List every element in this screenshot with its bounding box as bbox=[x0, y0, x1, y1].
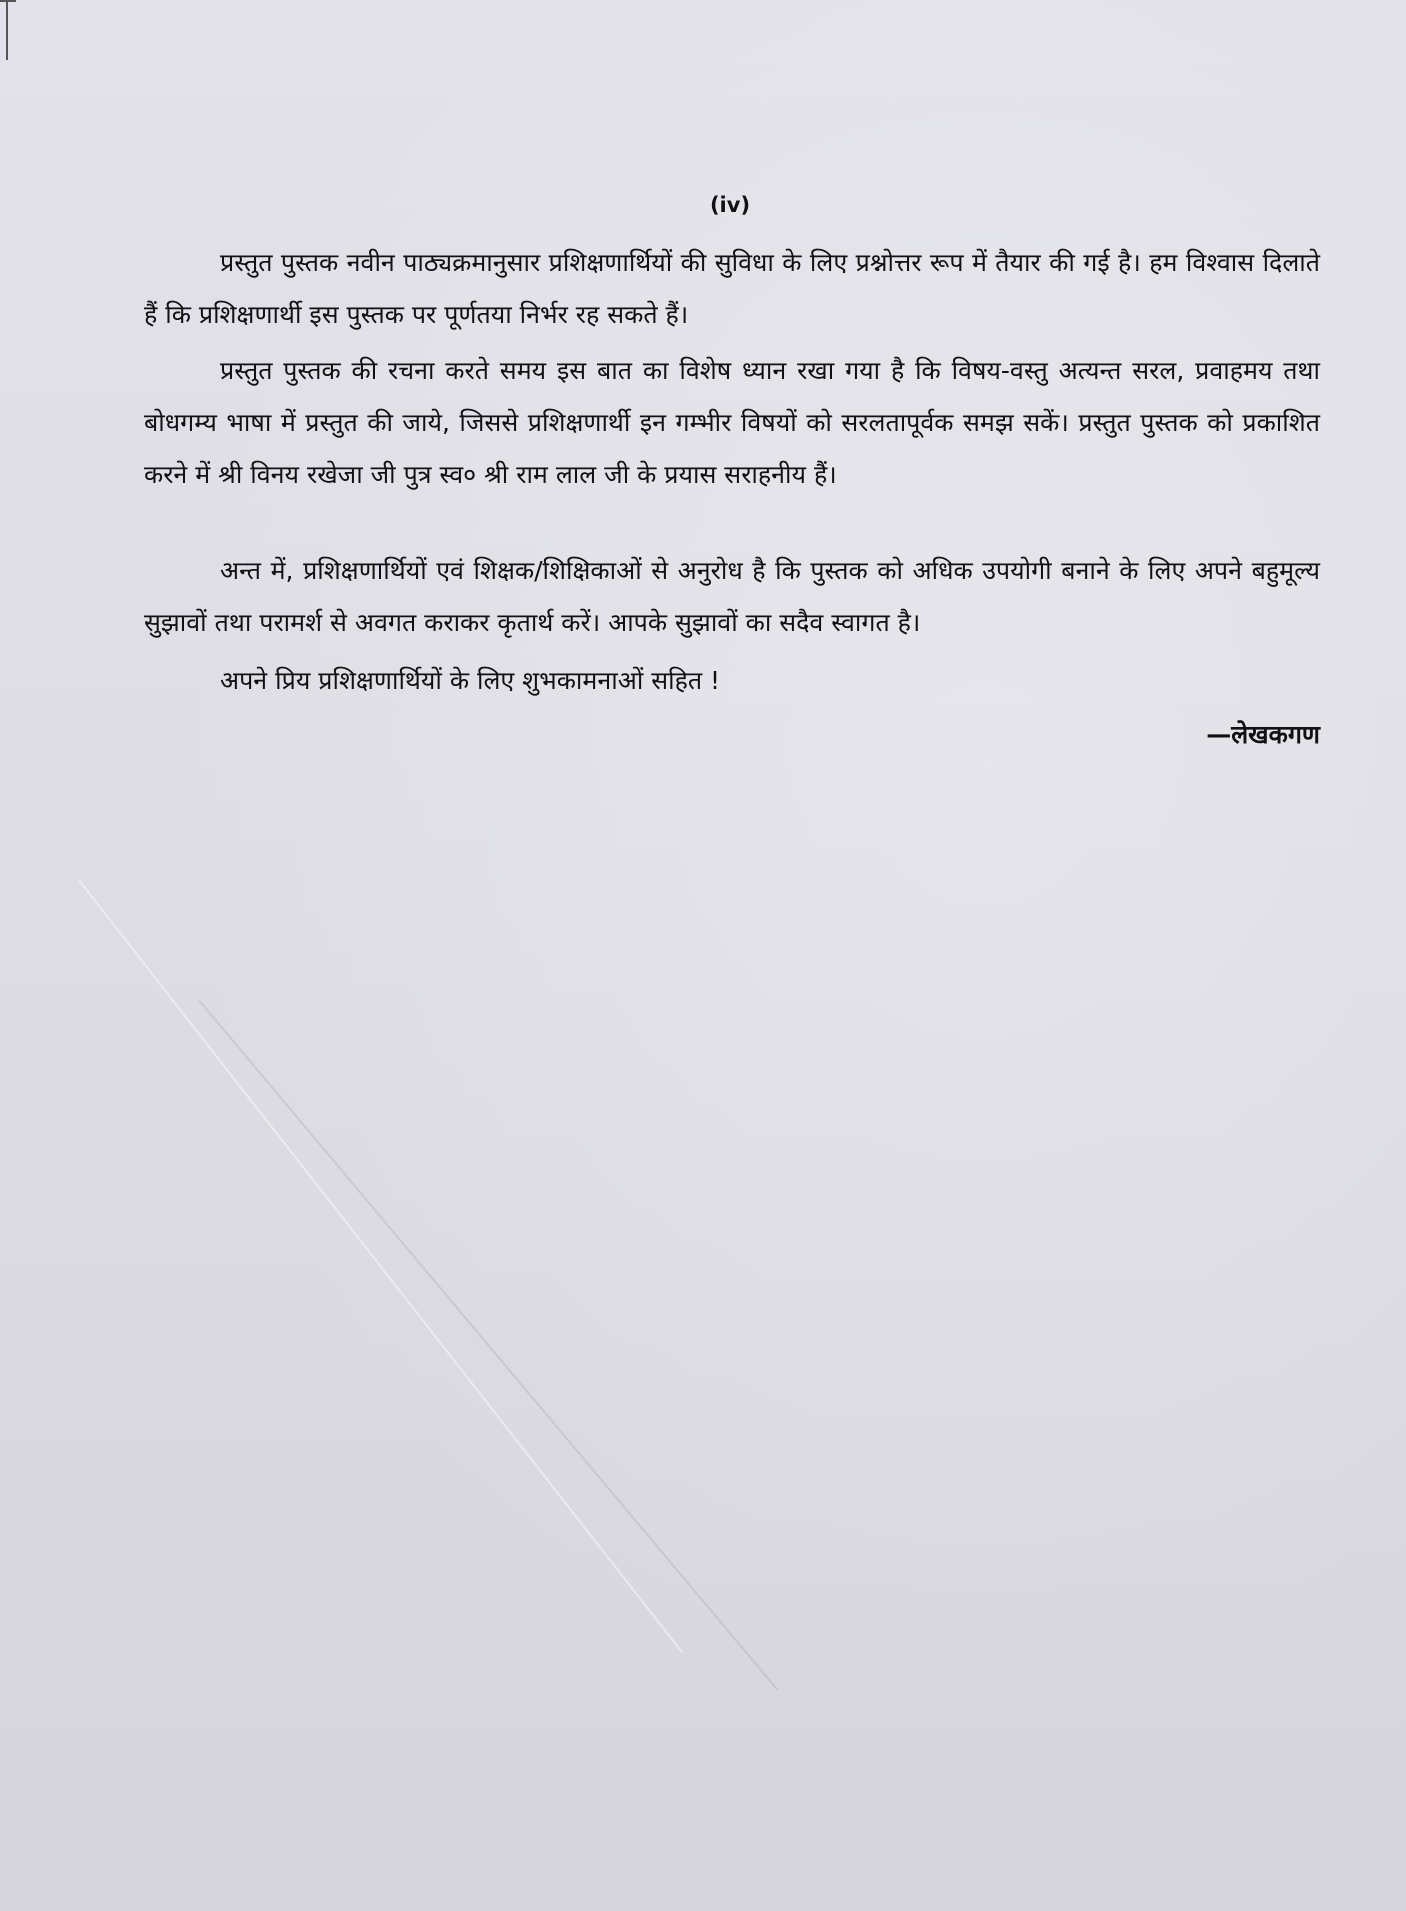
paragraph-composition: प्रस्तुत पुस्तक की रचना करते समय इस बात का विशेष ध्यान रखा गया है कि विषय-वस्तु अत्यन्त सरल, प्रवाहमय तथा बोधगम्य भाषा में प्रस्तुत की जाये, जिससे प्रशिक्षणार्थी इन गम्भीर विषयों को सरलतापूर्वक समझ सकें। प्रस्तुत पुस्तक को प्रकाशित करने में श्री विनय रखेजा जी पुत्र स्व० श्री राम लाल जी के प्रयास सराहनीय हैं। bbox=[144, 356, 1320, 489]
paper-crease-shadow bbox=[198, 1000, 778, 1691]
paragraph-intro: प्रस्तुत पुस्तक नवीन पाठ्यक्रमानुसार प्रशिक्षणार्थियों की सुविधा के लिए प्रश्नोत्तर रूप में तैयार की गई है। हम विश्वास दिलाते हैं कि प्रशिक्षणार्थी इस पुस्तक पर पूर्णतया निर्भर रह सकते हैं। bbox=[144, 248, 1320, 329]
margin-mark bbox=[0, 0, 16, 2]
paper-crease bbox=[78, 880, 683, 1653]
paragraph-request: अन्त में, प्रशिक्षणार्थियों एवं शिक्षक/शिक्षिकाओं से अनुरोध है कि पुस्तक को अधिक उपयोगी बनाने के लिए अपने बहुमूल्य सुझावों तथा परामर्श से अवगत कराकर कृतार्थ करें। आपके सुझावों का सदैव स्वागत है। bbox=[144, 556, 1320, 637]
page-number: (iv) bbox=[709, 193, 751, 217]
author-signature: —लेखकगण bbox=[1206, 720, 1320, 749]
paragraph-wishes: अपने प्रिय प्रशिक्षणार्थियों के लिए शुभकामनाओं सहित ! bbox=[220, 666, 721, 695]
margin-mark-vertical bbox=[6, 0, 8, 60]
